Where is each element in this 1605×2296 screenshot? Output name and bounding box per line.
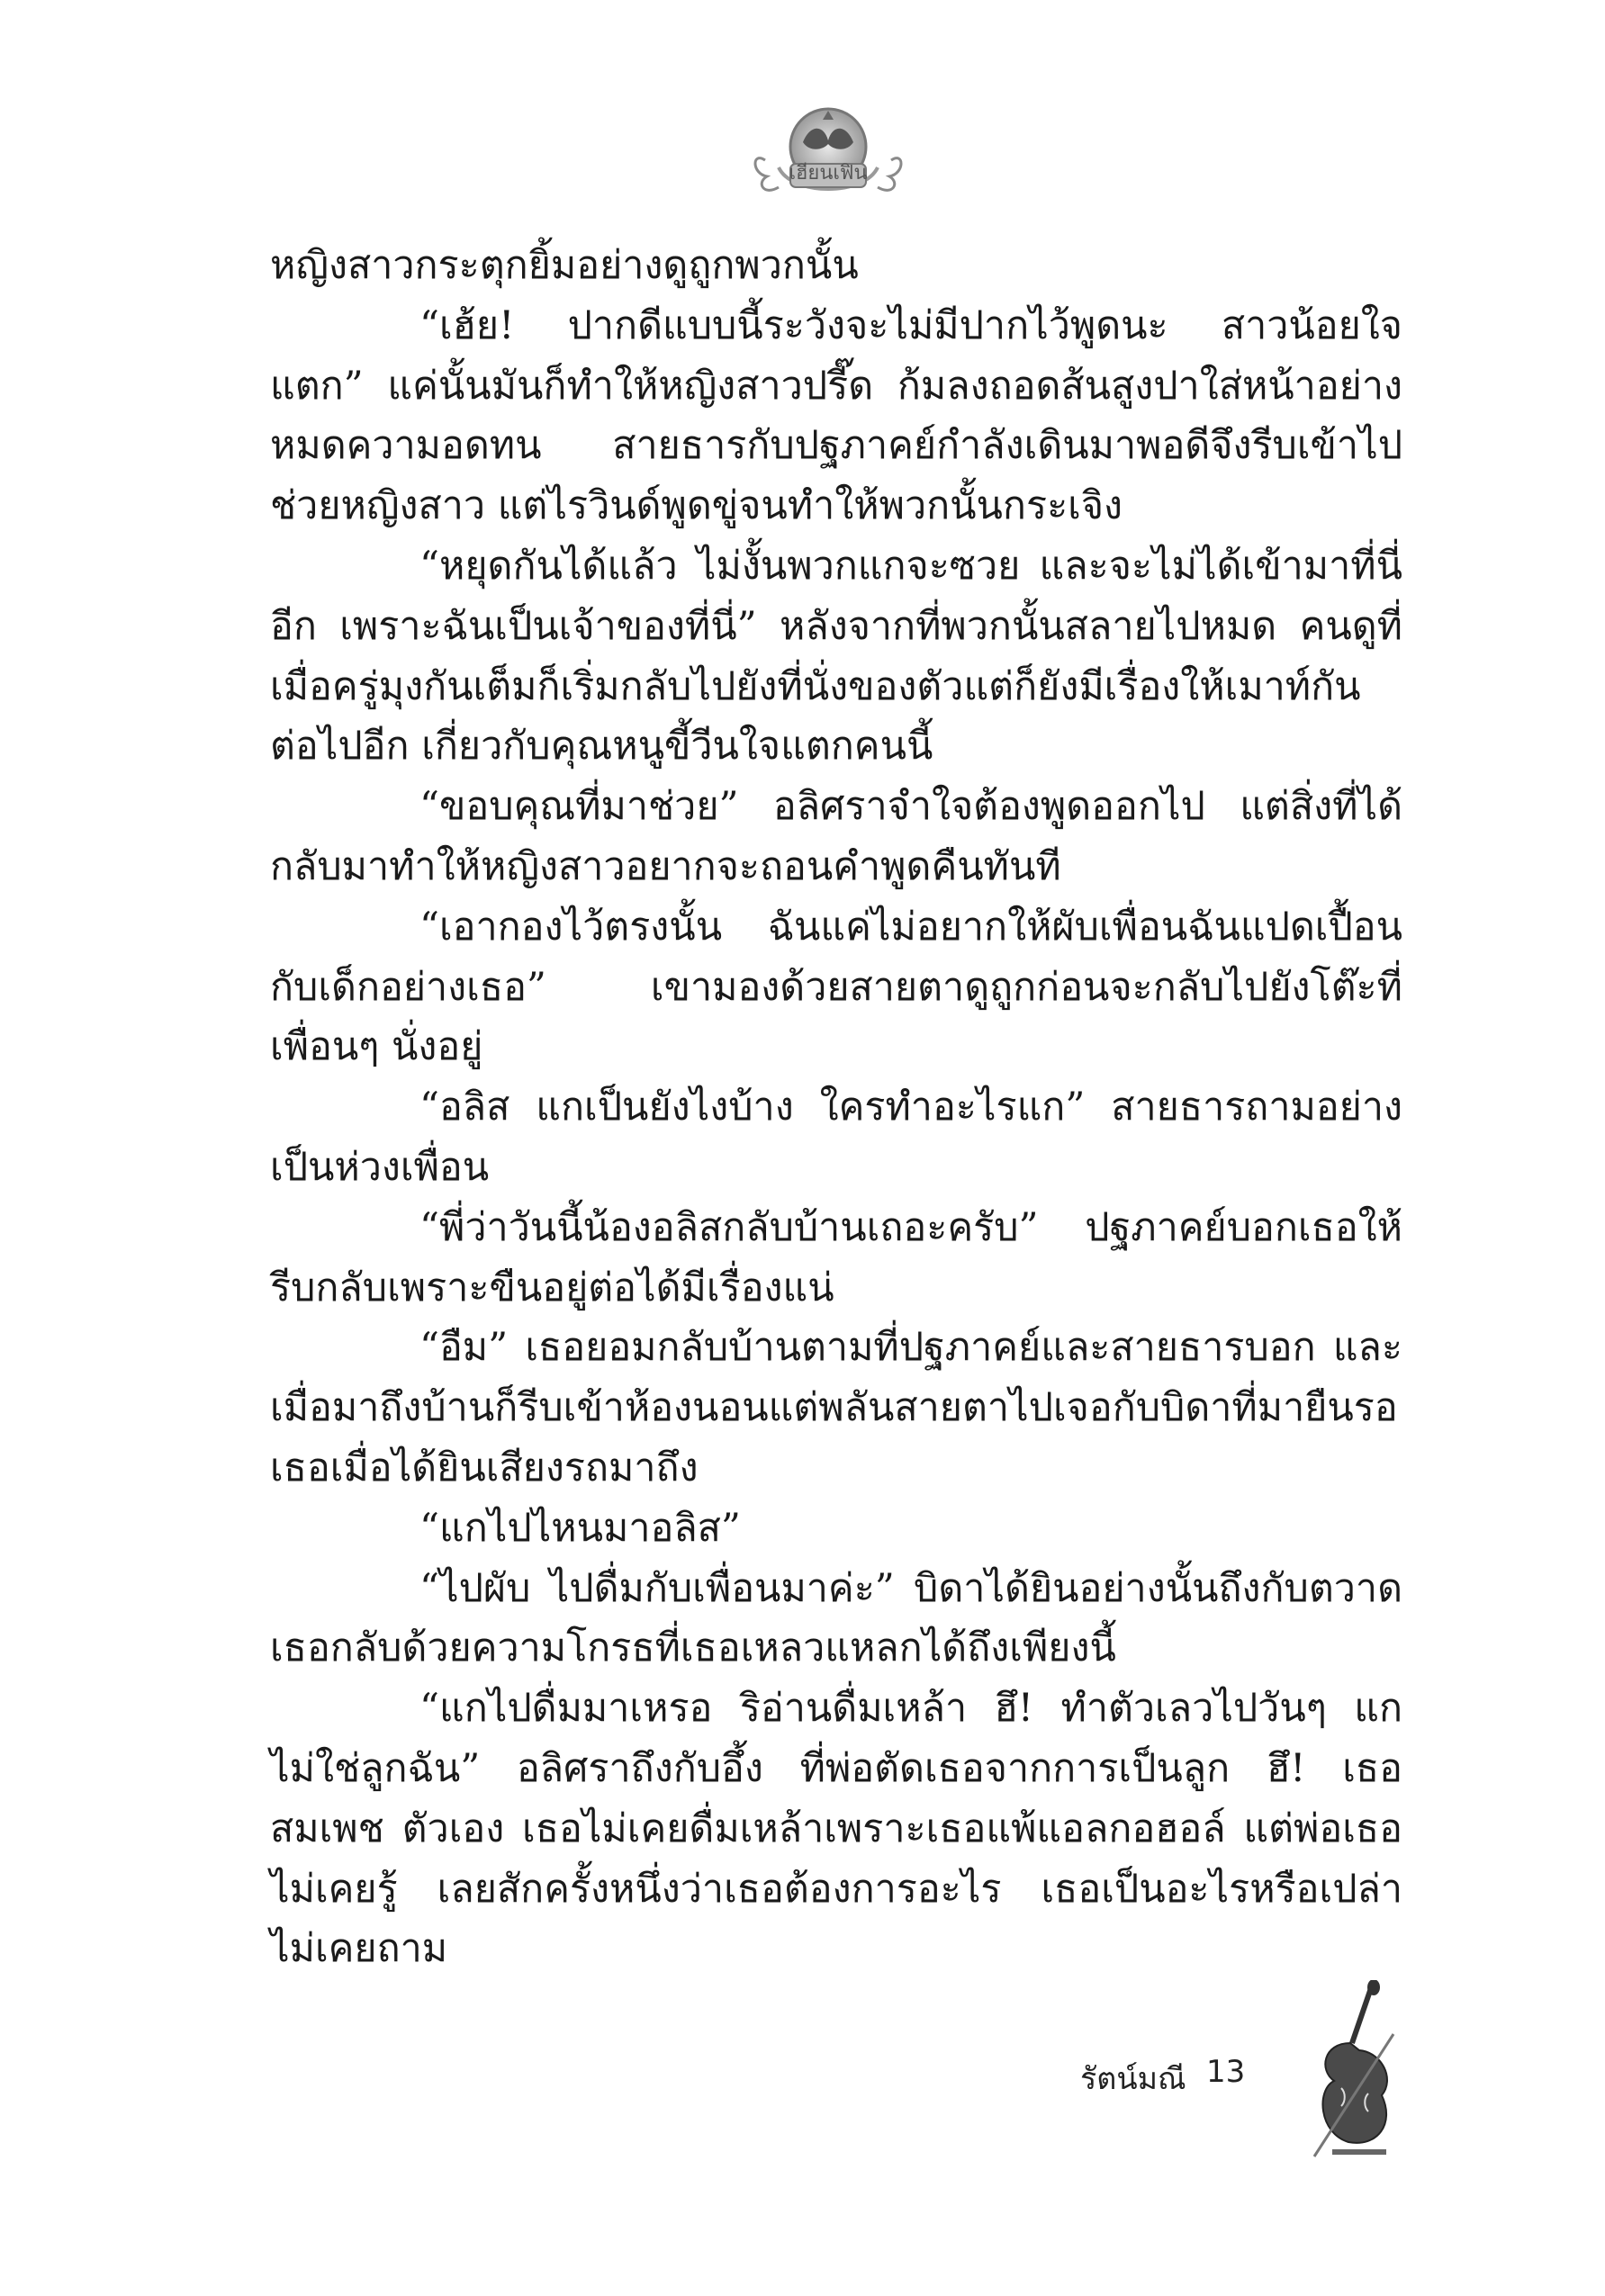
paragraph: “พี่ว่าวันนี้น้องอลิสกลับบ้านเถอะครับ” ปฐภาคย์บอกเธอให้ รีบกลับเพราะขืนอยู่ต่อได้มีเรื่องแน่ (270, 1204, 1402, 1310)
footer-author: รัตน์มณี (1080, 2061, 1186, 2097)
paragraph: “เฮ้ย! ปากดีแบบนี้ระวังจะไม่มีปากไว้พูดนะ สาวน้อยใจแตก” แค่นั้นมันก็ทำให้หญิงสาวปรี๊ด ก้มลงถอดส้นสูงปาใส่หน้าอย่างหมดความอดทน สายธารกับปฐภาคย์กำลังเดินมาพอดีจึงรีบเข้าไปช่วยหญิงสาว แต่ไรวินด์พูดขู่จนทำให้พวกนั้นกระเจิง (270, 302, 1402, 529)
header-logo (747, 97, 909, 214)
body-text (270, 236, 1402, 1979)
paragraph: “ขอบคุณที่มาช่วย” อลิศราจำใจต้องพูดออกไป แต่สิ่งที่ได้กลับมาทำให้หญิงสาวอยากจะถอนคำพูดคืนทันที (270, 784, 1402, 889)
paragraph: “ไปผับ ไปดื่มกับเพื่อนมาค่ะ” บิดาได้ยินอย่างนั้นถึงกับตวาด เธอกลับด้วยความโกรธที่เธอเหลวแหลกได้ถึงเพียงนี้ (270, 1565, 1402, 1671)
paragraph: “เอากองไว้ตรงนั้น ฉันแค่ไม่อยากให้ผับเพื่อนฉันแปดเปื้อน กับเด็กอย่างเธอ” เขามองด้วยสายตาดูถูกก่อนจะกลับไปยังโต๊ะที่เพื่อนๆ นั่งอยู่ (270, 904, 1402, 1070)
paragraph: “อืม” เธอยอมกลับบ้านตามที่ปฐภาคย์และสายธารบอก และ เมื่อมาถึงบ้านก็รีบเข้าห้องนอนแต่พลันสายตาไปเจอกับบิดาที่มายืนรอ เธอเมื่อได้ยินเสียงรถมาถึง (270, 1325, 1402, 1490)
page-footer (1080, 2034, 1404, 2178)
ornamental-emblem-icon (747, 97, 909, 214)
logo-text: เฮียนเฟิน (789, 162, 868, 185)
violin-icon (1296, 1980, 1404, 2160)
paragraph: “แกไปไหนมาอลิส” (419, 1505, 741, 1551)
paragraph: “หยุดกันได้แล้ว ไม่งั้นพวกแกจะซวย และจะไม่ได้เข้ามาที่นี่อีก เพราะฉันเป็นเจ้าของที่นี่” หลังจากที่พวกนั้นสลายไปหมด คนดูที่เมื่อครู่มุงกันเต็มก็เริ่มกลับไปยังที่นั่งของตัวแต่ก็ยังมีเรื่องให้เมาท์กันต่อไปอีก เกี่ยวกับคุณหนูขี้วีนใจแตกคนนี้ (270, 543, 1402, 770)
paragraph: “แกไปดื่มมาเหรอ ริอ่านดื่มเหล้า ฮึ! ทำตัวเลวไปวันๆ แก ไม่ใช่ลูกฉัน” อลิศราถึงกับอึ้ง ที่พ่อตัดเธอจากการเป็นลูก ฮึ! เธอสมเพช ตัวเอง เธอไม่เคยดื่มเหล้าเพราะเธอแพ้แอลกอฮอล์ แต่พ่อเธอไม่เคยรู้ เลยสักครั้งหนึ่งว่าเธอต้องการอะไร เธอเป็นอะไรหรือเปล่า ไม่เคยถาม (270, 1686, 1402, 1972)
paragraph: “อลิส แกเป็นยังไงบ้าง ใครทำอะไรแก” สายธารถามอย่าง เป็นห่วงเพื่อน (270, 1085, 1402, 1190)
page-number: 13 (1206, 2054, 1246, 2090)
paragraph: หญิงสาวกระตุกยิ้มอย่างดูถูกพวกนั้น (270, 243, 859, 288)
